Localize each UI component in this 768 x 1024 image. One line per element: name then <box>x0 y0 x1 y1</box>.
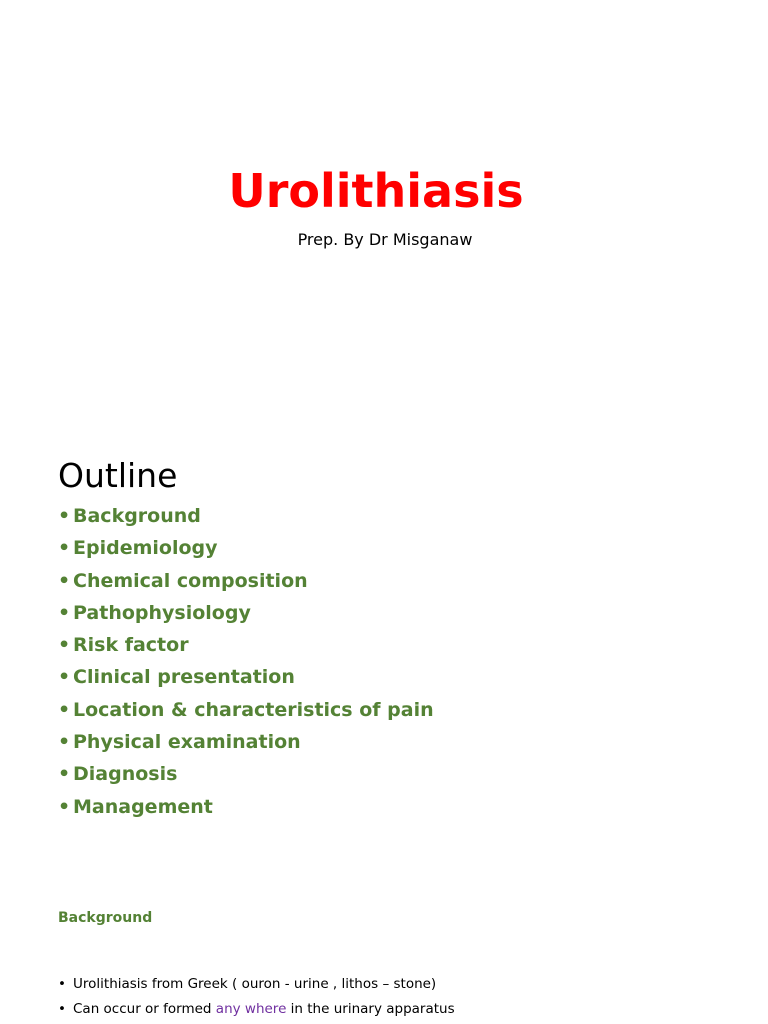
outline-item-label: Chemical composition <box>73 569 308 592</box>
background-list <box>58 972 455 1022</box>
bullet-icon: • <box>58 634 71 657</box>
outline-item-label: Pathophysiology <box>73 601 251 624</box>
outline-item-label: Epidemiology <box>73 537 218 560</box>
outline-item <box>58 629 434 661</box>
highlighted-text: any where <box>215 1001 287 1017</box>
background-item-text-end: in the urinary apparatus <box>286 1001 455 1017</box>
background-item-text: Urolithiasis from Greek ( ouron - urine , lithos – stone) <box>73 976 437 992</box>
bullet-icon: • <box>58 763 71 786</box>
outline-item <box>58 694 434 726</box>
outline-item <box>58 565 434 597</box>
outline-item-label: Clinical presentation <box>73 666 295 689</box>
outline-item-label: Diagnosis <box>73 763 178 786</box>
background-heading: Background <box>58 910 153 926</box>
bullet-icon: • <box>58 795 71 818</box>
outline-item <box>58 758 434 790</box>
outline-heading: Outline <box>58 456 178 495</box>
outline-item-label: Location & characteristics of pain <box>73 698 434 721</box>
outline-item <box>58 532 434 564</box>
slide-title: Urolithiasis <box>228 164 524 218</box>
outline-item-label: Physical examination <box>73 731 301 754</box>
bullet-icon: • <box>58 731 71 754</box>
outline-item-label: Risk factor <box>73 634 189 657</box>
bullet-icon: • <box>58 569 71 592</box>
bullet-icon: • <box>58 1001 66 1017</box>
outline-item <box>58 791 434 823</box>
bullet-icon: • <box>58 601 71 624</box>
outline-item <box>58 597 434 629</box>
outline-item-label: Management <box>73 795 213 818</box>
outline-item <box>58 726 434 758</box>
outline-item-label: Background <box>73 505 201 527</box>
background-item <box>58 997 455 1022</box>
background-item-text-start: Can occur or formed <box>73 1001 216 1017</box>
bullet-icon: • <box>58 505 71 527</box>
slide-subtitle: Prep. By Dr Misganaw <box>297 230 473 249</box>
bullet-icon: • <box>58 976 66 992</box>
background-item <box>58 972 455 997</box>
bullet-icon: • <box>58 698 71 721</box>
outline-item <box>58 500 434 532</box>
bullet-icon: • <box>58 666 71 689</box>
outline-list <box>58 500 434 823</box>
bullet-icon: • <box>58 537 71 560</box>
outline-item <box>58 661 434 693</box>
